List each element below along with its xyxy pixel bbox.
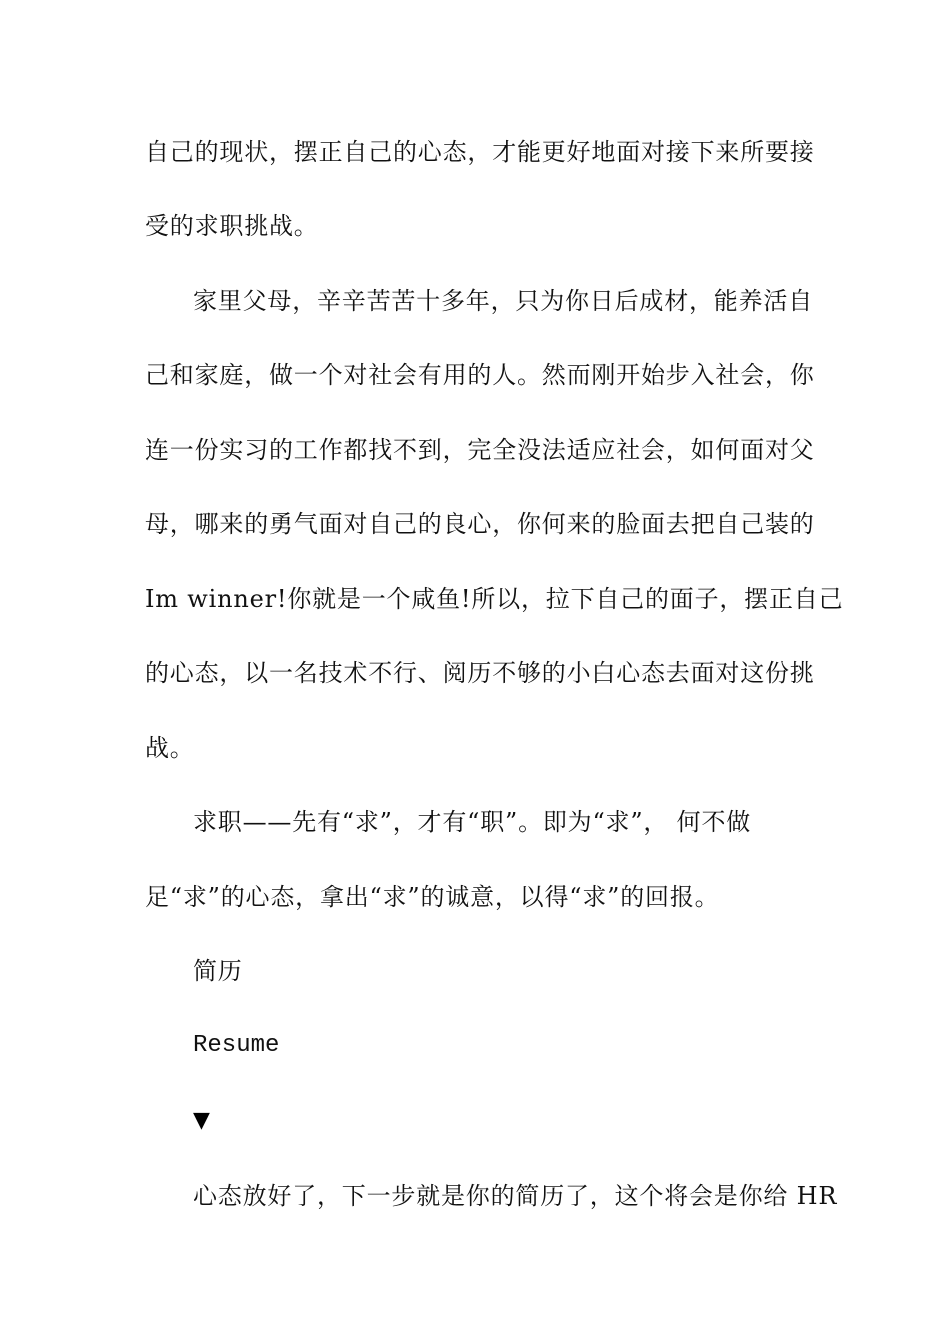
paragraph-line-12: 心态放好了，下一步就是你的简历了，这个将会是你给 HR (193, 1182, 838, 1210)
paragraph-line-8: 的心态，以一名技术不行、阅历不够的小白心态去面对这份挑 (145, 659, 815, 687)
section-heading-cn: 简历 (193, 957, 243, 985)
paragraph-line-3: 家里父母，辛辛苦苦十多年，只为你日后成材，能养活自 (193, 287, 813, 315)
paragraph-line-11: 足“求”的心态，拿出“求”的诚意，以得“求”的回报。 (145, 883, 720, 911)
paragraph-line-9: 战。 (145, 734, 195, 762)
section-heading-en: Resume (193, 1032, 280, 1059)
paragraph-line-6: 母，哪来的勇气面对自己的良心，你何来的脸面去把自己装的 (145, 510, 815, 538)
down-triangle-icon: ▼ (193, 1108, 210, 1133)
paragraph-line-2: 受的求职挑战。 (145, 212, 319, 240)
paragraph-line-5: 连一份实习的工作都找不到，完全没法适应社会，如何面对父 (145, 436, 815, 464)
paragraph-line-4: 己和家庭，做一个对社会有用的人。然而刚开始步入社会，你 (145, 361, 815, 389)
paragraph-line-1: 自己的现状，摆正自己的心态，才能更好地面对接下来所要接 (145, 138, 815, 166)
paragraph-line-10: 求职——先有“求”，才有“职”。即为“求”， 何不做 (193, 808, 752, 836)
paragraph-line-7: Im winner!你就是一个咸鱼!所以，拉下自己的面子，摆正自己 (145, 585, 844, 613)
